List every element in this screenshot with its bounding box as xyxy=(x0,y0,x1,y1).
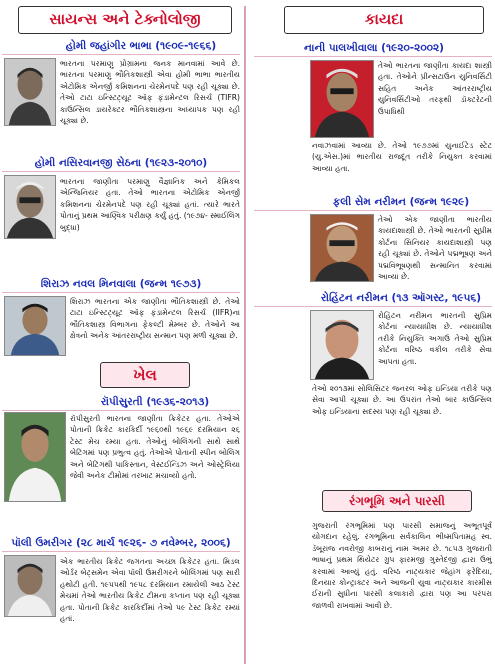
minwalla-heading: શિરાઝ નવલ મિનવાલા (જન્મ ૧૯૭૩) xyxy=(40,278,202,290)
palkhivala-text-full: નવાઝવામાં આવ્યા છે. તેઓ ૧૯૭૭માં યુનાઈટેડ સ્ટેટ (યુ.એસ.)માં ભારતીય રાજદૂત તરીકે નિયુક્ત કરવામાં આવ્યા હતા. xyxy=(312,141,492,173)
rohinton-nariman-heading: રોહિંટન નરીમન (૧૩ ઑગસ્ટ, ૧૯૫૬) xyxy=(320,292,482,304)
sports-section-banner: ખેલ xyxy=(100,362,190,388)
palkhivala-heading: નાની પાલખીવાલા (૧૯૨૦-૨૦૦૨) xyxy=(304,42,444,54)
sethna-text: ભારતના જાણીતા પરમાણુ વૈજ્ઞાનિક અને કેમિકલ એન્જિનિયર હતા. તેઓ ભારતના એટોમિક એનર્જી કમિશનના ચેરમેનપદે પણ રહી ચૂક્યાં હતાં. ત્યારે ભારતે પોતાનું પ્રથમ આણ્વિક પરીક્ષણ કર્યું હતું. (૧૯૭૪- સ્માઈલિંગ બુદ્ધા) xyxy=(60,177,240,232)
left-column xyxy=(0,0,242,668)
minwalla-text: શિરાઝ ભારતના એક જાણીતા ભૌતિકશાસ્ત્રી છે. તેઓ ટાટા ઇન્સ્ટિટ્યૂટ ઑફ ફંડામેન્ટલ રિસર્ચ (IIFR)ના ભૌતિકશાસ્ત્ર વિભાગના ફેકલ્ટી મેમ્બર છે. તેઓને આ ક્ષેત્રનો અનેક આંતરરાષ્ટ્રીય સન્માન પણ મળી ચૂક્યા છે. xyxy=(70,297,240,341)
fali-nariman-text: તેઓ એક જાણીતા ભારતીય કાયદાશાસ્ત્રી છે. તેઓ ભારતની સુપ્રીમ કોર્ટના સિનિયર કાયદાશાસ્ત્રી પણ રહી ચૂક્યાં છે. તેઓને પદ્મભૂષણ અને પદ્મવિભૂષણથી સન્માનિત કરવામાં આવ્યા છે. xyxy=(378,215,492,282)
science-section-banner: સાયન્સ અને ટેક્નોલોજી xyxy=(18,6,232,34)
palkhivala-photo xyxy=(310,60,374,138)
palkhivala-text-side: તેઓ ભારતના જાણીતા કાયદા શાસ્ત્રી હતા. તેઓને પ્રીન્સટાઉન યુનિવર્સિટી સહિત અનેક આંતરરાષ્ટ્રીય યુનિવર્સિટીઓ તરફથી ડૉક્ટરેટની ઉપાધિથી xyxy=(378,61,492,116)
bhabha-heading: હોમી જહાંગીર ભાભા (૧૯૦૯-૧૯૬૬) xyxy=(65,40,217,52)
umrigar-heading: પૉલી ઉમરીગર (૨૮ માર્ચ ૧૯૨૬- ૭ નવેમ્બર, ૨૦૦૬) xyxy=(11,537,231,549)
fali-nariman-heading: ફલી સેમ નરીમન (જન્મ ૧૯૨૯) xyxy=(332,196,470,208)
sethna-heading: હોમી નસિરવાનજી સેઠના (૧૯૨૩-૨૦૧૦) xyxy=(34,157,208,169)
theatre-section-banner: રંગભૂમિ અને પારસી xyxy=(322,490,472,512)
sethna-photo xyxy=(4,175,56,239)
heading-divider xyxy=(2,54,240,55)
heading-divider xyxy=(2,171,240,172)
rohinton-nariman-text-full: તેઓ ૨૦૧૩માં સોલિસિટર જનરલ ઓફ ઇન્ડિયા તરીકે પણ સેવા આપી ચૂક્યા છે. આ ઉપરાંત તેઓ બાર કાઉન્સિલ ઓફ ઇન્ડિયાના સદસ્ય પણ રહી ચૂક્યા છે. xyxy=(312,384,492,416)
surti-heading: રૉપીસુરતી (૧૯૩૬-૨૦૧૩) xyxy=(100,396,210,408)
heading-divider xyxy=(2,410,240,411)
heading-divider xyxy=(254,210,492,211)
right-column xyxy=(250,0,495,668)
bhabha-text: ભારતના પરમાણુ પ્રોગ્રામના જનક માનવામાં આવે છે. ભારતના પરમાણુ ભૌતિકશાસ્ત્રી એવા હોમી ભાભા ભારતીય એટોમિક એનર્જી કમિશનના ચેરમેનપદે પણ રહી ચૂક્યા છે. તેઓ ટાટા ઇન્સ્ટિટ્યૂટ ઑફ ફંડામેન્ટલ રિસર્ચ (TIFR) કાઉન્સિલ ડાયરેક્ટર ભૌતિકશાસ્ત્રના અધ્યાપક પણ રહી ચૂક્યા છે. xyxy=(60,59,240,126)
heading-divider xyxy=(2,292,240,293)
heading-divider xyxy=(254,306,492,307)
rohinton-nariman-photo xyxy=(310,310,374,380)
fali-nariman-photo xyxy=(310,214,374,282)
surti-text: રૉપીસુરતી ભારતના જાણીતા ક્રિકેટર હતા. તેઓએ પોતાની ક્રિકેટ કારકિર્દી ૧૯૬૦થી ૧૯૬૯ દરમિયાન ૨૬ ટેસ્ટ મેચ રમ્યા હતા. તેઓનું બોલિંગની સાથે સાથે બેટિંગમાં પણ પ્રભુત્વ હતું. તેઓએ પોતાની સ્પીન બોલિંગ અને બેટિંગથી પાકિસ્તાન, વેસ્ટઈન્ડિઝ અને ઓસ્ટ્રેલિયા જેવી અનેક ટીમોમાં તરખાટ મચાવ્યો હતો. xyxy=(70,414,240,481)
law-section-banner: કાયદા xyxy=(284,6,484,34)
heading-divider xyxy=(2,551,240,552)
surti-photo xyxy=(4,412,66,502)
bhabha-photo xyxy=(4,58,56,126)
umrigar-photo xyxy=(4,555,56,617)
umrigar-text: એક ભારતીય ક્રિકેટ જગતના અચ્છા ક્રિકેટર હતા. મિડલ ઓર્ડર બેટ્સમેન એવા પૉલી ઉમરીગરને બોલિંગમાં પણ સારી હથોટી હતી. ૧૯૫૫થી ૧૯૫૮ દરમિયાન રમાયેલી આઠ ટેસ્ટ મેચમાં તેઓ ભારતીય ક્રિકેટ ટીમના કપ્તાન પણ રહી ચૂક્યા હતા. પોતાની ક્રિકેટ કારકિર્દીમાં તેઓ ૫૯ ટેસ્ટ ક્રિકેટ રમ્યાં હતાં. xyxy=(60,557,240,624)
rohinton-nariman-text-side: રોહિંટન નરીમન ભારતની સુપ્રિમ કોર્ટના ન્યાયાધીશ છે. ન્યાયાધીશ તરીકે નિયુક્તિ અગાઉ તેઓ સુપ્રિમ કોર્ટના વરિષ્ઠ વકીલ તરીકે સેવા આપતા હતા. xyxy=(378,311,492,366)
theatre-text: ગુજરાતી રંગભૂમિમાં પણ પારસી સમાજનું અભૂતપૂર્વ યોગદાન રહેલું. રંગભૂમિના સર્વકાલિન ભીષ્મપિતામહ સ્વ. ડૅબૂરાજ નવરોજી કાબરાનું નામ અમર છે. ૧૮૫૩ ગુજરાતી ભાષાનું પ્રથમ થિયેટર ગ્રુપ ફારમજી ગુસ્તેદજી દ્વારા ઉભું કરવામાં આવ્યું હતું. વરિષ્ઠ નાટ્યકાર જેહાંગ ફરેદિયા, દિનયાર કોન્ટ્રાક્ટર અને આજની યુવા નાટ્યકાર કારમીસ ઈરાની સુધીના પારસી કલાકારો દ્વારા પણ આ પરંપરા જાળવી રાખવામાં આવી છે. xyxy=(312,521,492,610)
heading-divider xyxy=(254,56,492,57)
column-divider xyxy=(244,6,246,664)
minwalla-photo xyxy=(4,296,66,356)
